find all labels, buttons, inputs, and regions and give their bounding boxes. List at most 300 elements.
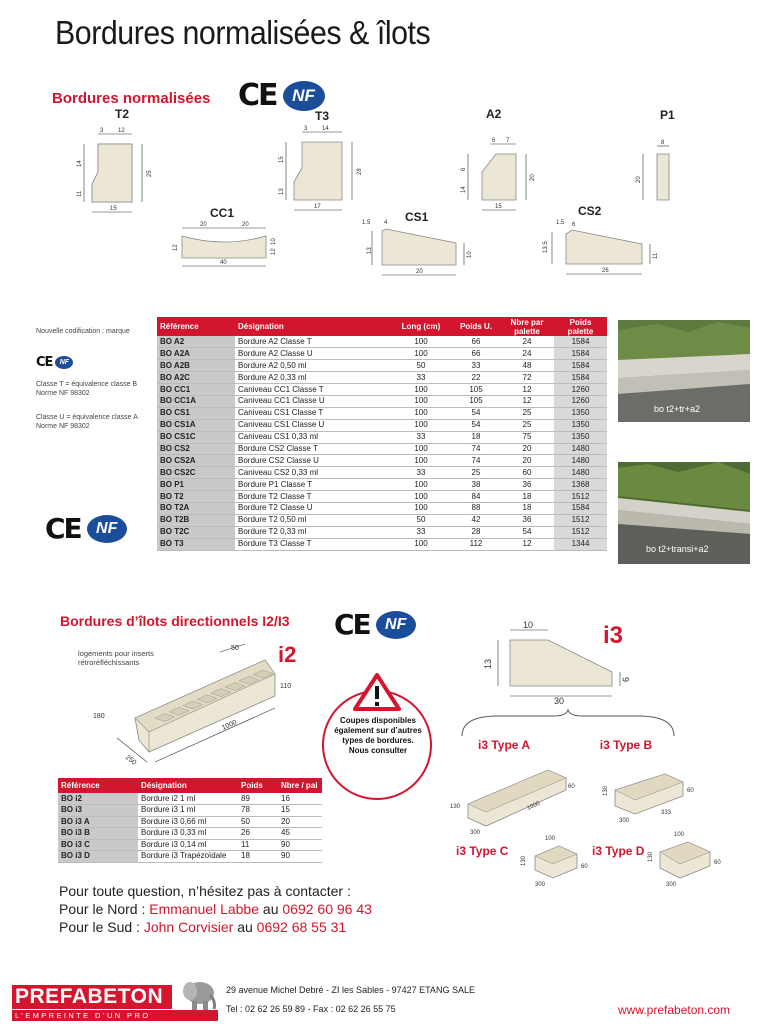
t3-dim-1: 3	[304, 126, 308, 132]
t3-dim-6: 17	[314, 204, 321, 210]
table-cell-reference: BO A2	[157, 336, 235, 348]
table-cell: 1584	[554, 348, 607, 360]
table-cell: 1512	[554, 526, 607, 538]
table-cell: 33	[390, 431, 452, 443]
i3-dim-3: 6	[621, 676, 631, 682]
profile-label-cs2: CS2	[578, 204, 602, 218]
table-cell: Bordure CS2 Classe T	[235, 443, 390, 455]
i3b-dim-2: 60	[687, 788, 694, 794]
t2-dim-3: 14	[77, 160, 83, 167]
a2-dim-3: 6	[461, 167, 467, 171]
table-cell-reference: BO T2C	[157, 526, 235, 538]
table-header-cell: Poids U.	[452, 317, 500, 336]
table-cell-reference: BO CS2A	[157, 455, 235, 467]
t2-dim-4: 11	[77, 190, 83, 197]
photo-caption-1: bo t2+tr+a2	[654, 404, 701, 414]
ilot-cell: Bordure i3 1 ml	[138, 805, 238, 817]
table-cell: 1368	[554, 479, 607, 491]
profile-drawing-a2	[450, 130, 540, 216]
table-row	[157, 395, 607, 407]
cs1-dim-1: 1.5	[362, 220, 371, 226]
table-cell: 50	[390, 514, 452, 526]
ilot-cell: 90	[278, 839, 322, 851]
i3b-dim-4: 333	[661, 810, 672, 816]
table-cell: Bordure T3 Classe T	[235, 538, 390, 550]
nf-mark-mid: NF	[87, 515, 127, 543]
table-cell: 1350	[554, 407, 607, 419]
table-cell: 1260	[554, 384, 607, 396]
table-cell: 66	[452, 336, 500, 348]
cs2-dim-2: 6	[572, 222, 576, 228]
table-cell: 1480	[554, 467, 607, 479]
table-row	[157, 538, 607, 550]
ilot-table-header-cell: Poids	[238, 778, 278, 793]
certification-marks-small	[36, 355, 73, 370]
ilot-cell: 78	[238, 805, 278, 817]
cs1-dim-4: 20	[416, 269, 423, 275]
table-cell: 1480	[554, 455, 607, 467]
table-cell: 72	[500, 372, 554, 384]
logo-tagline: L’EMPREINTE D’UN PRO	[12, 1010, 218, 1021]
i3d-dim-2: 130	[648, 851, 654, 862]
a2-shape	[482, 154, 516, 200]
table-cell: 33	[452, 360, 500, 372]
certification-marks-ilots	[334, 608, 416, 641]
prefabeton-logo	[12, 985, 218, 1021]
table-cell: 60	[500, 467, 554, 479]
table-row	[157, 467, 607, 479]
table-cell: 22	[452, 372, 500, 384]
cs2-dim-1: 1.5	[556, 220, 565, 226]
table-row	[157, 502, 607, 514]
ilot-table-row	[58, 828, 322, 840]
ilot-cell-reference: BO i3 B	[58, 828, 138, 840]
table-cell: 38	[452, 479, 500, 491]
contact-south-prefix: Pour le Sud :	[59, 919, 140, 935]
i2-dim-2: 110	[280, 683, 292, 690]
table-row	[157, 419, 607, 431]
table-cell-reference: BO CC1	[157, 384, 235, 396]
cs2-shape	[566, 230, 642, 264]
table-cell: Bordure A2 0,50 ml	[235, 360, 390, 372]
i3-type-d-drawing	[640, 828, 740, 892]
table-cell: 24	[500, 348, 554, 360]
table-cell-reference: BO CS1C	[157, 431, 235, 443]
table-cell: 54	[452, 407, 500, 419]
table-cell: Bordure CS2 Classe U	[235, 455, 390, 467]
note-classe-t: Classe T = équivalence classe B Norme NF 98302	[36, 381, 138, 397]
table-row	[157, 336, 607, 348]
ilot-cell-reference: BO i3	[58, 805, 138, 817]
profile-drawing-t3	[270, 122, 380, 220]
table-cell: Caniveau CS1 0,33 ml	[235, 431, 390, 443]
ilot-cell: Bordure i3 Trapézoïdale	[138, 851, 238, 863]
contact-south	[59, 919, 346, 936]
table-row	[157, 526, 607, 538]
profile-drawing-cs2	[530, 212, 670, 282]
table-cell: Caniveau CS2 0,33 ml	[235, 467, 390, 479]
i3-dim-1: 10	[523, 620, 534, 630]
table-cell: 100	[390, 419, 452, 431]
ce-mark-ilots: CE	[334, 608, 370, 641]
table-cell: 84	[452, 491, 500, 503]
table-row	[157, 407, 607, 419]
a2-dim-4: 14	[461, 186, 467, 193]
table-cell: 48	[500, 360, 554, 372]
table-header-cell: Désignation	[235, 317, 390, 336]
table-cell-reference: BO T3	[157, 538, 235, 550]
table-cell: 12	[500, 538, 554, 550]
table-cell: 25	[500, 407, 554, 419]
note-codification: Nouvelle codification : marque	[36, 328, 130, 335]
i2-dim-5: 250	[123, 754, 138, 767]
t3-dim-3: 15	[279, 156, 285, 163]
i3b-dim-1: 130	[603, 785, 609, 796]
page-title: Bordures normalisées & îlots	[55, 14, 431, 51]
ilot-cell: 90	[278, 851, 322, 863]
contact-north-mid: au	[262, 901, 279, 917]
table-cell-reference: BO T2	[157, 491, 235, 503]
table-cell: 66	[452, 348, 500, 360]
i3-brace	[458, 708, 678, 738]
table-cell: 20	[500, 443, 554, 455]
i3-dim-2: 13	[483, 658, 493, 669]
t2-dim-2: 12	[118, 128, 125, 134]
ilot-table-header-cell: Désignation	[138, 778, 238, 793]
table-header-cell: Long (cm)	[390, 317, 452, 336]
table-cell: 100	[390, 443, 452, 455]
table-cell: Bordure A2 0,33 ml	[235, 372, 390, 384]
table-cell: 100	[390, 502, 452, 514]
photo-bo-t2-transi-a2	[618, 462, 750, 564]
ilot-cell: 50	[238, 816, 278, 828]
t3-shape	[294, 142, 342, 200]
cc1-dim-1: 20	[200, 222, 207, 228]
profile-drawing-cs1	[360, 215, 480, 285]
contact-north-name[interactable]: Emmanuel Labbe	[149, 901, 260, 917]
i3c-dim-1: 100	[545, 836, 556, 842]
table-row	[157, 491, 607, 503]
table-cell: 25	[452, 467, 500, 479]
profile-label-t2: T2	[115, 107, 130, 121]
cc1-dim-5: 10	[271, 238, 277, 245]
table-cell: 105	[452, 384, 500, 396]
table-cell: 42	[452, 514, 500, 526]
section-title-ilots: Bordures d’îlots directionnels I2/I3	[60, 613, 290, 629]
profile-drawing-cc1	[166, 218, 286, 270]
table-cell-reference: BO CS2C	[157, 467, 235, 479]
p1-dim-2: 20	[636, 176, 642, 183]
ce-mark-small: CE	[36, 355, 53, 370]
bordures-table	[157, 317, 607, 551]
ilot-cell: 16	[278, 793, 322, 805]
table-row	[157, 443, 607, 455]
table-cell: 1584	[554, 336, 607, 348]
ilot-table-row	[58, 816, 322, 828]
i3-profile-drawing	[468, 618, 638, 708]
footer-address: 29 avenue Michel Debré - ZI les Sables - 97427 ETANG SALE	[226, 985, 475, 995]
ce-mark: CE	[238, 78, 277, 113]
p1-dim-1: 8	[661, 140, 665, 146]
profile-label-p1: P1	[660, 108, 675, 122]
ilot-cell: 26	[238, 828, 278, 840]
table-cell: 1260	[554, 395, 607, 407]
table-cell: 18	[452, 431, 500, 443]
i3a-dim-2: 60	[568, 784, 575, 790]
certification-marks-mid	[45, 512, 127, 545]
table-cell: 33	[390, 372, 452, 384]
table-cell: 1584	[554, 360, 607, 372]
table-cell: 24	[500, 336, 554, 348]
i3-type-a-label: i3 Type A	[477, 738, 530, 752]
i3-dim-4: 30	[554, 696, 565, 706]
cs1-dim-3: 13	[367, 247, 373, 254]
table-cell: 33	[390, 526, 452, 538]
table-cell: 50	[390, 360, 452, 372]
table-cell: 1344	[554, 538, 607, 550]
ilot-cell: 20	[278, 816, 322, 828]
table-cell-reference: BO T2A	[157, 502, 235, 514]
table-row	[157, 372, 607, 384]
i3a-dim-1: 130	[450, 804, 461, 810]
cs1-shape	[382, 229, 456, 265]
table-row	[157, 360, 607, 372]
i3-type-d-label: i3 Type D	[592, 844, 645, 858]
ilot-table-header-cell: Référence	[58, 778, 138, 793]
cs2-dim-3: 13.5	[543, 241, 549, 253]
ilot-table-header-row	[58, 778, 322, 793]
table-row	[157, 431, 607, 443]
table-cell: 1512	[554, 491, 607, 503]
i3-type-a-drawing	[448, 760, 578, 840]
ilot-cell-reference: BO i3 D	[58, 851, 138, 863]
table-cell: 100	[390, 384, 452, 396]
table-cell-reference: BO CS2	[157, 443, 235, 455]
table-cell: 1350	[554, 419, 607, 431]
table-cell: Bordure T2 0,50 ml	[235, 514, 390, 526]
table-cell: 74	[452, 443, 500, 455]
warning-triangle-icon	[352, 672, 402, 712]
table-cell-reference: BO CS1	[157, 407, 235, 419]
table-cell: 1480	[554, 443, 607, 455]
table-cell: 33	[390, 467, 452, 479]
table-header-cell: Poids palette	[554, 317, 607, 336]
table-cell: 36	[500, 479, 554, 491]
p1-shape	[657, 154, 669, 200]
profile-drawing-t2	[70, 122, 170, 220]
i3-shape	[510, 640, 612, 686]
note-classe-u: Classe U = équivalence classe A Norme NF 98302	[36, 414, 138, 430]
table-cell-reference: BO T2B	[157, 514, 235, 526]
i3b-dim-3: 300	[619, 818, 630, 824]
ilot-cell: Bordure i2 1 ml	[138, 793, 238, 805]
profile-drawing-p1	[625, 136, 685, 206]
i3d-dim-4: 300	[666, 882, 677, 888]
i3-type-b-drawing	[595, 768, 705, 828]
table-cell: 88	[452, 502, 500, 514]
contact-north-phone[interactable]: 0692 60 96 43	[282, 901, 372, 917]
profile-label-a2: A2	[486, 107, 502, 121]
warning-text: Coupes disponibles également sur d’autres types de bordures. Nous consulter	[334, 716, 422, 755]
photo-bo-t2-tr-a2	[618, 320, 750, 422]
table-cell: 100	[390, 348, 452, 360]
table-cell: 112	[452, 538, 500, 550]
table-cell: 54	[500, 526, 554, 538]
table-row	[157, 384, 607, 396]
table-cell: 12	[500, 384, 554, 396]
ilot-table-header-cell: Nbre / pal	[278, 778, 322, 793]
ilot-table-row	[58, 793, 322, 805]
nf-mark: NF	[283, 81, 325, 111]
table-row	[157, 455, 607, 467]
i3-type-c-drawing	[505, 832, 605, 892]
table-cell: 25	[500, 419, 554, 431]
table-cell: 18	[500, 491, 554, 503]
table-cell: 20	[500, 455, 554, 467]
table-cell: 100	[390, 491, 452, 503]
table-cell: 1512	[554, 514, 607, 526]
ilot-cell-reference: BO i3 A	[58, 816, 138, 828]
i3c-dim-2: 130	[521, 855, 527, 866]
table-cell: Bordure A2 Classe T	[235, 336, 390, 348]
t3-dim-4: 13	[279, 188, 285, 195]
table-cell: 28	[452, 526, 500, 538]
ilot-cell: 11	[238, 839, 278, 851]
table-cell-reference: BO CS1A	[157, 419, 235, 431]
table-cell: 100	[390, 479, 452, 491]
footer-website-link[interactable]: www.prefabeton.com	[618, 1003, 731, 1017]
cc1-dim-2: 20	[242, 222, 249, 228]
ilot-cell-reference: BO i3 C	[58, 839, 138, 851]
contact-south-phone[interactable]: 0692 68 55 31	[256, 919, 347, 935]
profile-label-t3: T3	[315, 109, 330, 123]
a2-dim-6: 15	[495, 204, 502, 210]
table-cell: 100	[390, 538, 452, 550]
table-cell: Bordure T2 Classe U	[235, 502, 390, 514]
table-cell: Bordure T2 Classe T	[235, 491, 390, 503]
a2-dim-2: 7	[506, 138, 510, 144]
table-cell: 100	[390, 395, 452, 407]
table-cell: 12	[500, 395, 554, 407]
certification-marks-top	[238, 78, 325, 113]
table-cell: Bordure A2 Classe U	[235, 348, 390, 360]
table-cell: 100	[390, 455, 452, 467]
i3c-dim-3: 60	[581, 864, 588, 870]
profile-label-cs1: CS1	[405, 210, 429, 224]
cc1-dim-4: 40	[220, 260, 227, 266]
ilot-cell: Bordure i3 0,14 ml	[138, 839, 238, 851]
table-cell: 105	[452, 395, 500, 407]
i3c-dim-4: 300	[535, 882, 546, 888]
cs1-dim-2: 4	[384, 220, 388, 226]
table-header-cell: Nbre par palette	[500, 317, 554, 336]
i3d-dim-3: 60	[714, 860, 721, 866]
i3a-dim-3: 300	[470, 830, 481, 836]
table-header-row	[157, 317, 607, 336]
ilot-cell-reference: BO i2	[58, 793, 138, 805]
i2-note: logements pour inserts rétroréfléchissants	[78, 649, 154, 667]
section-title-normalisees: Bordures normalisées	[52, 90, 211, 107]
cs2-dim-4: 11	[653, 252, 659, 259]
table-cell-reference: BO A2B	[157, 360, 235, 372]
table-cell: 1584	[554, 502, 607, 514]
table-cell: 100	[390, 407, 452, 419]
nf-mark-small: NF	[55, 356, 73, 369]
table-cell: Bordure T2 0,33 ml	[235, 526, 390, 538]
table-cell: Bordure P1 Classe T	[235, 479, 390, 491]
t2-dim-5: 25	[147, 170, 153, 177]
table-cell-reference: BO A2A	[157, 348, 235, 360]
contact-south-mid: au	[237, 919, 253, 935]
a2-dim-5: 20	[530, 174, 536, 181]
ilots-table	[58, 778, 322, 863]
contact-north-prefix: Pour le Nord :	[59, 901, 146, 917]
table-cell-reference: BO A2C	[157, 372, 235, 384]
table-cell: 36	[500, 514, 554, 526]
table-row	[157, 348, 607, 360]
photo-caption-2: bo t2+transi+a2	[646, 544, 709, 554]
contact-intro: Pour toute question, n’hésitez pas à contacter :	[59, 883, 351, 899]
t2-dim-6: 15	[110, 206, 117, 212]
i3d-dim-1: 100	[674, 832, 685, 838]
t3-dim-2: 14	[322, 126, 329, 132]
table-cell: 75	[500, 431, 554, 443]
cc1-dim-3: 12	[173, 244, 179, 251]
ilot-table-row	[58, 851, 322, 863]
footer-phone: Tel : 02 62 26 59 89 - Fax : 02 62 26 55 75	[226, 1004, 396, 1014]
table-cell: Caniveau CS1 Classe T	[235, 407, 390, 419]
table-cell-reference: BO P1	[157, 479, 235, 491]
ilot-cell: 89	[238, 793, 278, 805]
table-cell: 1350	[554, 431, 607, 443]
table-row	[157, 479, 607, 491]
cc1-dim-6: 12	[271, 248, 277, 255]
table-row	[157, 514, 607, 526]
cc1-shape	[182, 236, 266, 258]
i2-label: i2	[278, 642, 297, 667]
i3-type-c-label: i3 Type C	[456, 844, 509, 858]
ilot-cell: 18	[238, 851, 278, 863]
cs1-dim-5: 10	[467, 251, 473, 258]
table-cell: 18	[500, 502, 554, 514]
logo-brand: PREFABETON	[12, 985, 172, 1009]
ilot-cell: Bordure i3 0,66 ml	[138, 816, 238, 828]
i3-label: i3	[603, 622, 624, 649]
nf-mark-ilots: NF	[376, 611, 416, 639]
i2-dim-1: 50	[231, 645, 239, 652]
ilot-table-row	[58, 839, 322, 851]
ce-mark-mid: CE	[45, 512, 81, 545]
elephant-icon	[178, 977, 220, 1011]
i2-dim-4: 1000	[220, 719, 239, 732]
ilot-table-row	[58, 805, 322, 817]
contact-north	[59, 901, 372, 918]
ilot-cell: 45	[278, 828, 322, 840]
table-cell-reference: BO CC1A	[157, 395, 235, 407]
contact-south-name[interactable]: John Corvisier	[143, 919, 234, 935]
i2-drawing	[75, 640, 305, 770]
table-cell: 74	[452, 455, 500, 467]
i2-dim-3: 180	[93, 713, 105, 720]
i3-type-b-label: i3 Type B	[599, 738, 653, 752]
ilot-cell: 15	[278, 805, 322, 817]
t3-dim-5: 28	[357, 168, 363, 175]
t2-dim-1: 3	[100, 128, 104, 134]
ilot-cell: Bordure i3 0,33 ml	[138, 828, 238, 840]
profile-label-cc1: CC1	[210, 206, 235, 220]
table-cell: Caniveau CS1 Classe U	[235, 419, 390, 431]
i3a-dim-4: 1000	[526, 800, 542, 812]
